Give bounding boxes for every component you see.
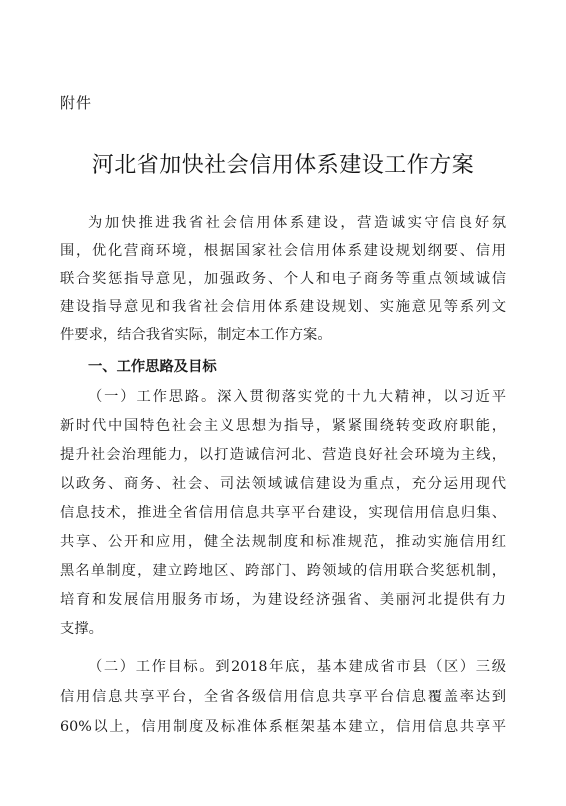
body-line: 以政务、商务、社会、司法领域诚信建设为重点，充分运用现代 [60,476,506,492]
body-line: 提升社会治理能力，以打造诚信河北、营造良好社会环境为主线， [60,447,506,463]
body-line: 共享、公开和应用，健全法规制度和标准规范，推动实施信用红 [60,534,506,550]
body-line: 培育和发展信用服务市场，为建设经济强省、美丽河北提供有力 [60,592,506,608]
body-line: 60%以上，信用制度及标准体系框架基本建立，信用信息共享平 [60,719,506,735]
body-line: 新时代中国特色社会主义思想为指导，紧紧围绕转变政府职能， [60,418,506,434]
body-line: （二）工作目标。到2018年底，基本建成省市县（区）三级 [88,659,506,675]
body-line: 支撑。 [60,621,103,637]
body-line: 为加快推进我省社会信用体系建设，营造诚实守信良好氛 [88,215,506,231]
document-title: 河北省加快社会信用体系建设工作方案 [91,153,475,178]
body-line: 联合奖惩指导意见，加强政务、个人和电子商务等重点领域诚信 [60,271,506,287]
body-line: 围，优化营商环境，根据国家社会信用体系建设规划纲要、信用 [60,243,506,259]
body-line: 建设指导意见和我省社会信用体系建设规划、实施意见等系列文 [60,299,506,315]
body-line: 件要求，结合我省实际，制定本工作方案。 [60,327,332,343]
body-line: 黑名单制度，建立跨地区、跨部门、跨领域的信用联合奖惩机制， [60,563,506,579]
section-heading: 一、工作思路及目标 [88,359,217,375]
body-line: 信息技术，推进全省信用信息共享平台建设，实现信用信息归集、 [60,505,506,521]
body-line: 信用信息共享平台，全省各级信用信息共享平台信息覆盖率达到 [60,689,506,705]
body-line: （一）工作思路。深入贯彻落实党的十九大精神，以习近平 [88,389,506,405]
attachment-label: 附件 [60,94,93,112]
